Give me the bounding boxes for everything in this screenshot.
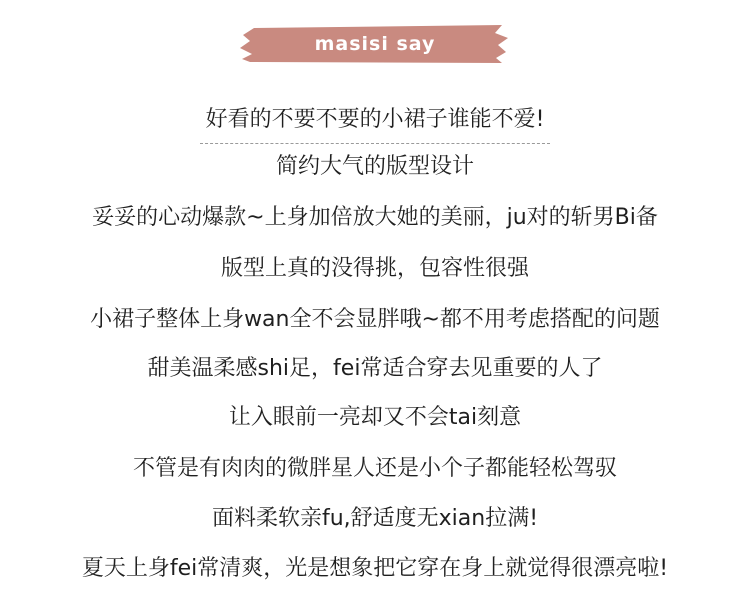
text-line-6: 甜美温柔感shi足，fei常适合穿去见重要的人了 [147,356,603,381]
text-line-2: 简约大气的版型设计 [275,154,474,179]
text-line-9: 面料柔软亲fu,舒适度无xian拉满! [211,506,539,531]
text-line-4: 版型上真的没得挑，包容性很强 [220,256,529,281]
header-banner [240,24,510,64]
banner-title: masisi say [314,33,436,55]
text-line-5: 小裙子整体上身wan全不会显胖哦~都不用考虑搭配的问题 [90,307,660,332]
text-line-3: 妥妥的心动爆款~上身加倍放大她的美丽，ju对的斩男Bi备 [92,205,658,230]
text-line-7: 让入眼前一亮却又不会tai刻意 [228,405,522,430]
dashed-divider [200,143,550,144]
text-line-8: 不管是有肉肉的微胖星人还是小个子都能轻松驾驭 [132,456,617,481]
text-line-10: 夏天上身fei常清爽，光是想象把它穿在身上就觉得很漂亮啦! [81,556,669,581]
text-line-1: 好看的不要不要的小裙子谁能不爱! [205,107,545,132]
